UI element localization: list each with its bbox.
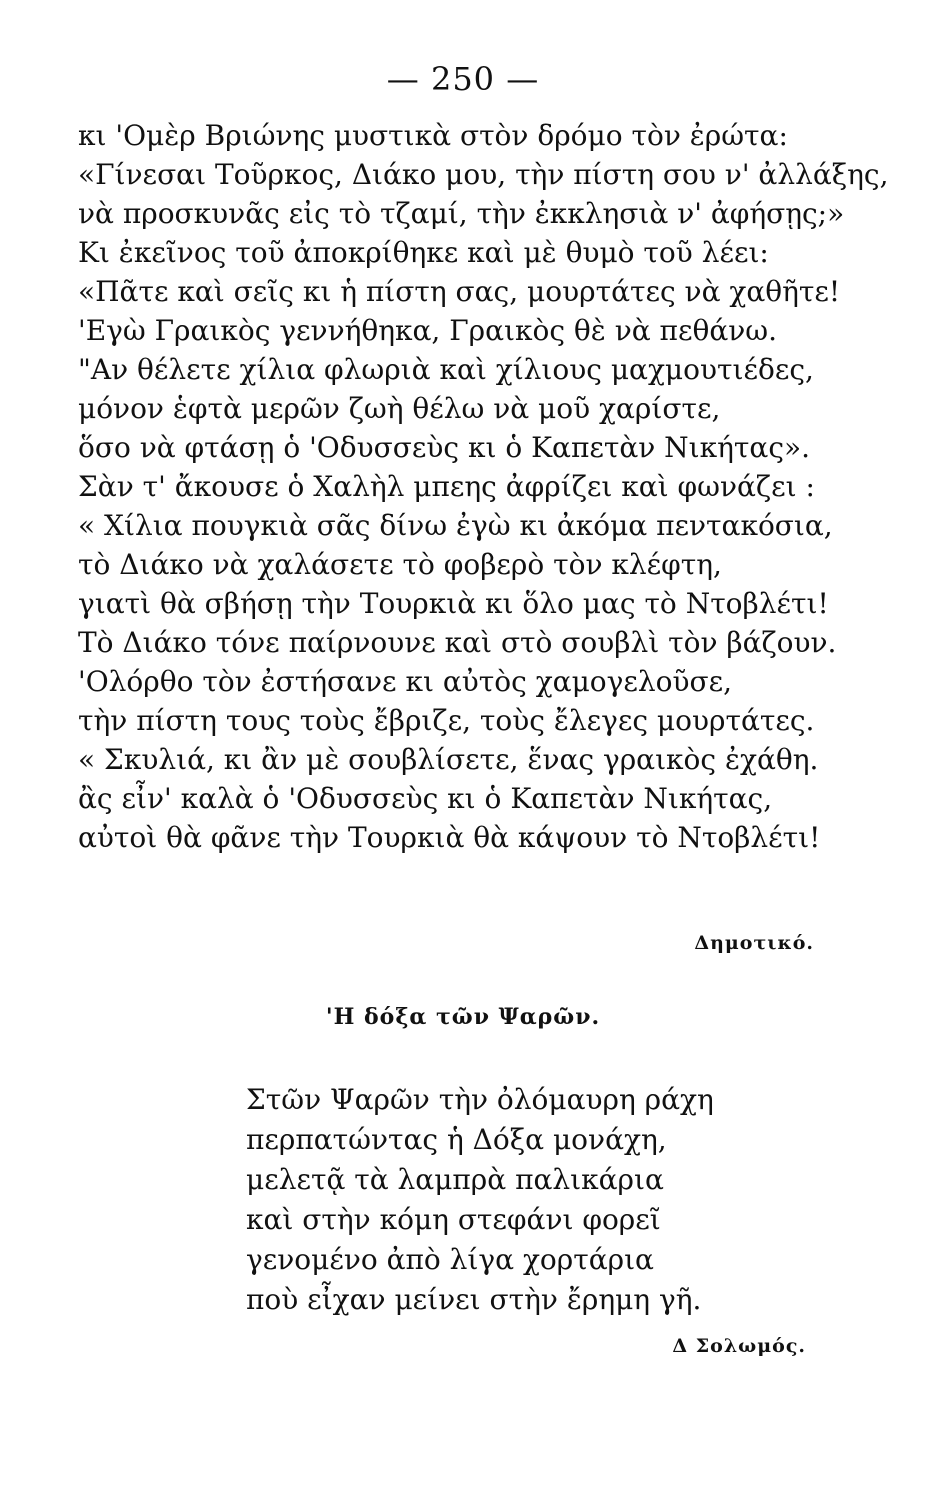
poem-line: νὰ προσκυνᾶς εἰς τὸ τζαμί, τὴν ἐκκλησιὰ ν' ἀφήσῃς;» (78, 197, 845, 230)
poem-line: αὐτοὶ θὰ φᾶνε τὴν Τουρκιὰ θὰ κάψουν τὸ Ντοβλέτι! (78, 821, 821, 854)
poem-line: καὶ στὴν κόμη στεφάνι φορεῖ (246, 1203, 661, 1236)
poem-line: Κι ἐκεῖνος τοῦ ἀποκρίθηκε καὶ μὲ θυμὸ τοῦ λέει: (78, 236, 769, 269)
poem-title: 'Η δόξα τῶν Ψαρῶν. (325, 1004, 601, 1030)
poem-line: Στῶν Ψαρῶν τὴν ὀλόμαυρη ράχη (246, 1083, 714, 1116)
solomos-attribution: Δ Σολωμός. (672, 1335, 806, 1357)
poem-line: γενομένο ἀπὸ λίγα χορτάρια (246, 1243, 654, 1276)
poem-line: ἂς εἶν' καλὰ ὁ 'Οδυσσεὺς κι ὁ Καπετὰν Νικήτας, (78, 782, 773, 815)
page-number: — 250 — (386, 60, 540, 98)
poem-line: « Χίλια πουγκιὰ σᾶς δίνω ἐγὼ κι ἀκόμα πεντακόσια, (78, 509, 833, 542)
poem-line: ποὺ εἶχαν μείνει στὴν ἔρημη γῆ. (246, 1283, 702, 1316)
poem-line: τὴν πίστη τους τοὺς ἔβριζε, τοὺς ἔλεγες μουρτάτες. (78, 704, 815, 737)
poem-line: τὸ Διάκο νὰ χαλάσετε τὸ φοβερὸ τὸν κλέφτη, (78, 548, 722, 581)
poem-line: Τὸ Διάκο τόνε παίρνουνε καὶ στὸ σουβλὶ τὸν βάζουν. (78, 626, 837, 659)
solomos-poem (246, 1080, 846, 1320)
folk-poem (78, 116, 889, 857)
folk-poem-attribution: Δημοτικό. (694, 932, 814, 954)
poem-line: περπατώντας ἡ Δόξα μονάχη, (246, 1123, 667, 1156)
poem-line: μελετᾷ τὰ λαμπρὰ παλικάρια (246, 1163, 664, 1196)
poem-line: μόνον ἑφτὰ μερῶν ζωὴ θέλω νὰ μοῦ χαρίστε, (78, 392, 721, 425)
poem-line: Σὰν τ' ἄκουσε ὁ Χαλὴλ μπεης ἀφρίζει καὶ φωνάζει : (78, 470, 815, 503)
poem-line: γιατὶ θὰ σβήσῃ τὴν Τουρκιὰ κι ὅλο μας τὸ Ντοβλέτι! (78, 587, 829, 620)
poem-line: «Γίνεσαι Τοῦρκος, Διάκο μου, τὴν πίστη σου ν' ἀλλάξης, (78, 158, 889, 191)
poem-line: "Αν θέλετε χίλια φλωριὰ καὶ χίλιους μαχμουτιέδες, (78, 353, 814, 386)
poem-line: 'Ολόρθο τὸν ἐστήσανε κι αὐτὸς χαμογελοῦσε, (78, 665, 733, 698)
poem-line: ὅσο νὰ φτάσῃ ὁ 'Οδυσσεὺς κι ὁ Καπετὰν Νικήτας». (78, 431, 811, 464)
poem-line: κι 'Ομὲρ Βριώνης μυστικὰ στὸν δρόμο τὸν ἐρώτα: (78, 119, 788, 152)
poem-line: «Πᾶτε καὶ σεῖς κι ἡ πίστη σας, μουρτάτες νὰ χαθῆτε! (78, 275, 841, 308)
poem-line: « Σκυλιά, κι ἂν μὲ σουβλίσετε, ἕνας γραικὸς ἐχάθη. (78, 743, 819, 776)
poem-line: 'Εγὼ Γραικὸς γεννήθηκα, Γραικὸς θὲ νὰ πεθάνω. (78, 314, 777, 347)
